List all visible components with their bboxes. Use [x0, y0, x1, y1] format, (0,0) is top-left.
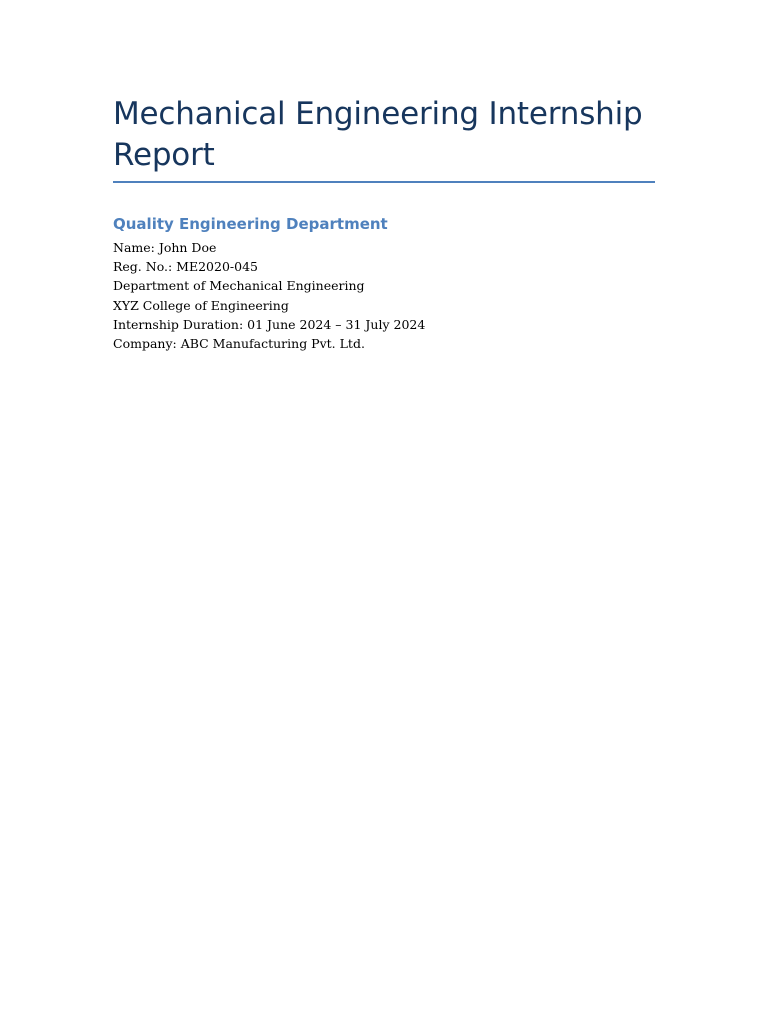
student-details-list — [113, 238, 655, 353]
title-underline-rule — [113, 181, 655, 183]
registration-number: Reg. No.: ME2020-045 — [113, 259, 258, 275]
department-heading: Quality Engineering Department — [113, 215, 388, 233]
department-name: Department of Mechanical Engineering — [113, 278, 365, 294]
college-name: XYZ College of Engineering — [113, 297, 289, 313]
cover-content — [113, 94, 655, 353]
document-title: Mechanical Engineering Internship Report — [113, 96, 643, 173]
internship-duration: Internship Duration: 01 June 2024 – 31 July 2024 — [113, 316, 426, 332]
student-name: Name: John Doe — [113, 240, 217, 255]
company-name: Company: ABC Manufacturing Pvt. Ltd. — [113, 336, 365, 352]
